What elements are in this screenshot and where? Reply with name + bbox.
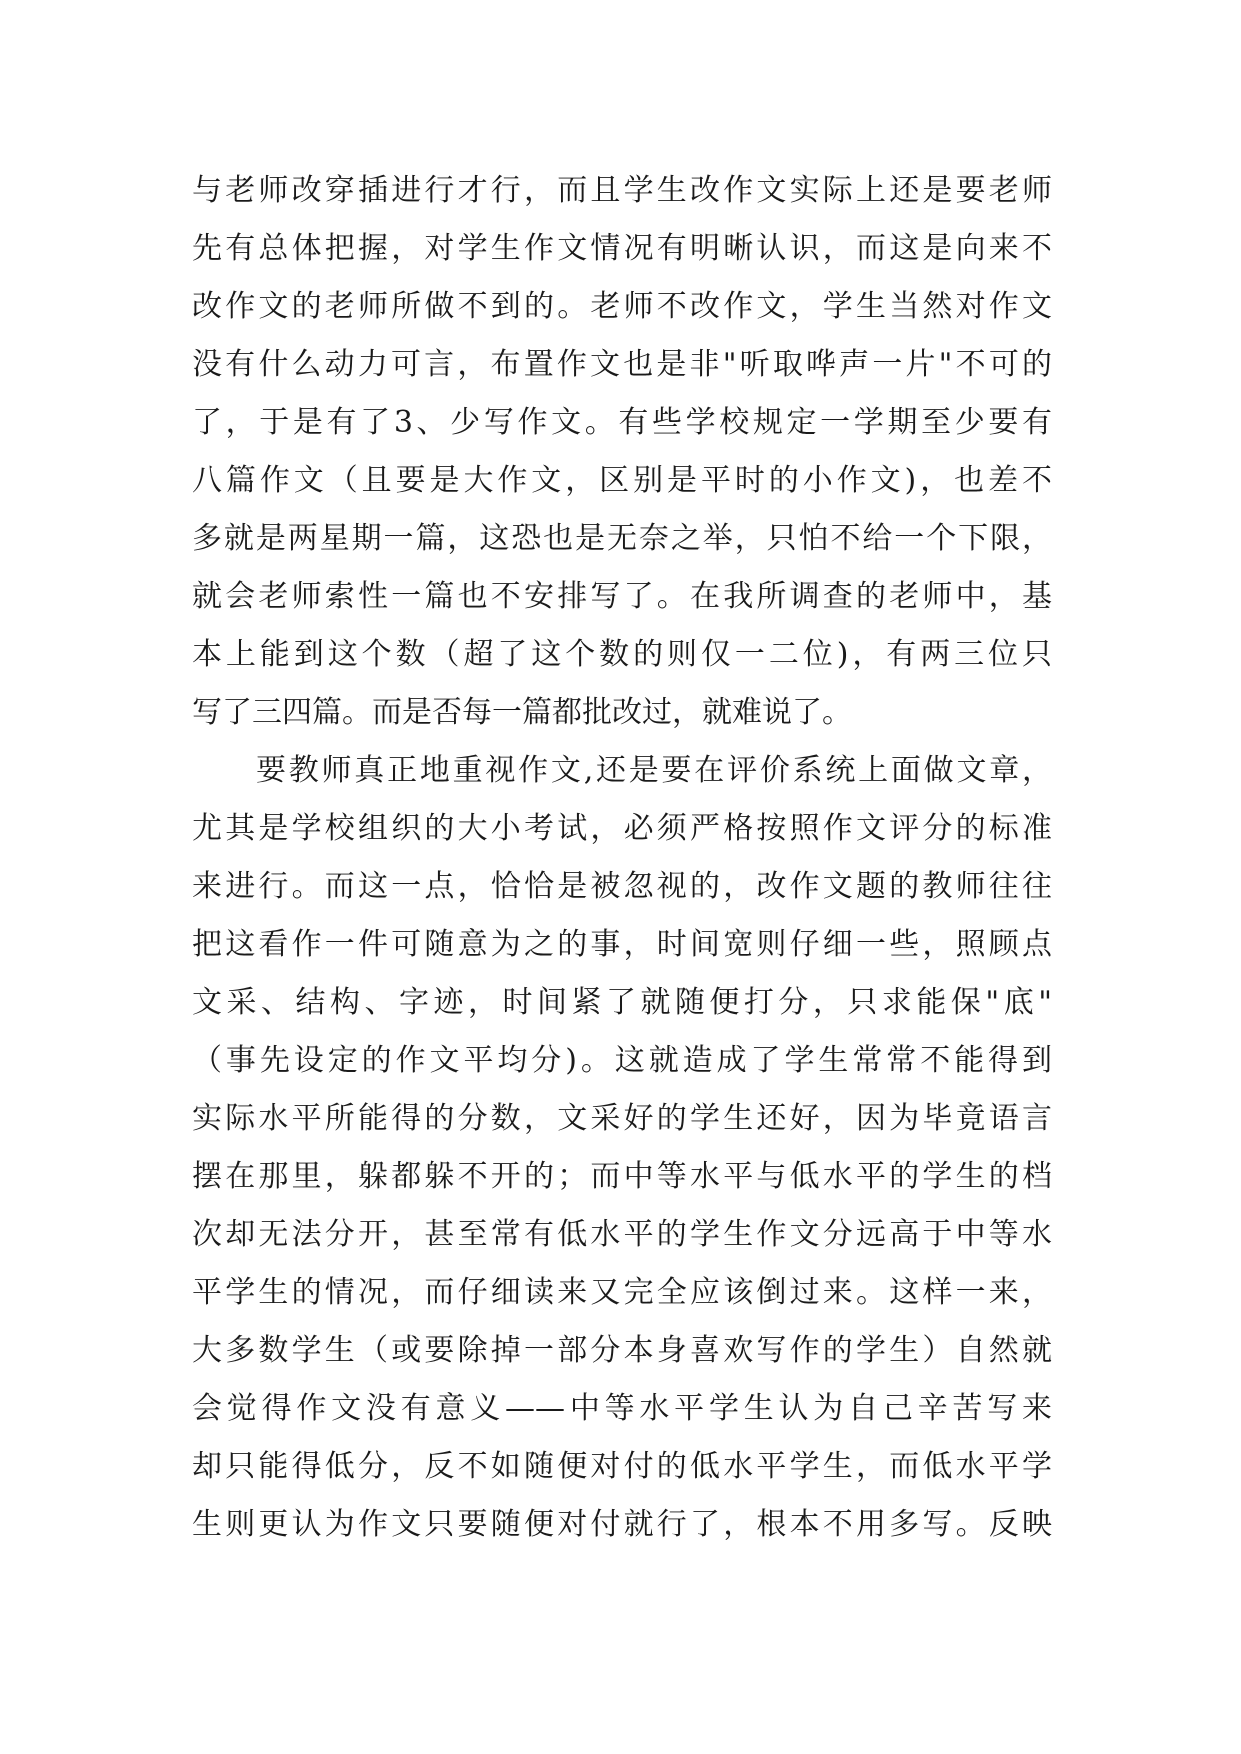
text-line: 要教师真正地重视作文,还是要在评价系统上面做文章， (256, 753, 1052, 788)
text-line: （事先设定的作文平均分)。这就造成了学生常常不能得到 (192, 1043, 1052, 1078)
text-line: 次却无法分开，甚至常有低水平的学生作文分远高于中等水 (192, 1217, 1052, 1252)
text-line: 平学生的情况，而仔细读来又完全应该倒过来。这样一来， (192, 1275, 1052, 1310)
text-line: 生则更认为作文只要随便对付就行了，根本不用多写。反映 (192, 1507, 1052, 1542)
text-line: 本上能到这个数（超了这个数的则仅一二位)，有两三位只 (192, 637, 1052, 672)
body-text (192, 162, 1052, 1554)
text-line: 八篇作文（且要是大作文，区别是平时的小作文)，也差不 (192, 463, 1052, 498)
text-line: 大多数学生（或要除掉一部分本身喜欢写作的学生）自然就 (192, 1333, 1052, 1368)
text-line: 多就是两星期一篇，这恐也是无奈之举，只怕不给一个下限， (192, 521, 1052, 556)
text-line: 把这看作一件可随意为之的事，时间宽则仔细一些，照顾点 (192, 927, 1052, 962)
text-line: 会觉得作文没有意义——中等水平学生认为自己辛苦写来 (192, 1391, 1052, 1426)
text-line: 先有总体把握，对学生作文情况有明晰认识，而这是向来不 (192, 231, 1052, 266)
text-line: 与老师改穿插进行才行，而且学生改作文实际上还是要老师 (192, 173, 1052, 208)
text-line: 写了三四篇。而是否每一篇都批改过，就难说了。 (192, 695, 852, 730)
text-line: 了，于是有了3、少写作文。有些学校规定一学期至少要有 (192, 405, 1052, 440)
text-line: 实际水平所能得的分数，文采好的学生还好，因为毕竟语言 (192, 1101, 1052, 1136)
paragraph-2 (192, 742, 1052, 1554)
text-line: 就会老师索性一篇也不安排写了。在我所调查的老师中，基 (192, 579, 1052, 614)
text-line: 文采、结构、字迹，时间紧了就随便打分，只求能保"底" (192, 985, 1052, 1020)
text-line: 改作文的老师所做不到的。老师不改作文，学生当然对作文 (192, 289, 1052, 324)
text-line: 摆在那里，躲都躲不开的；而中等水平与低水平的学生的档 (192, 1159, 1052, 1194)
paragraph-1 (192, 162, 1052, 742)
text-line: 尤其是学校组织的大小考试，必须严格按照作文评分的标准 (192, 811, 1052, 846)
text-line: 却只能得低分，反不如随便对付的低水平学生，而低水平学 (192, 1449, 1052, 1484)
text-line: 来进行。而这一点，恰恰是被忽视的，改作文题的教师往往 (192, 869, 1052, 904)
text-line: 没有什么动力可言，布置作文也是非"听取哗声一片"不可的 (192, 347, 1052, 382)
